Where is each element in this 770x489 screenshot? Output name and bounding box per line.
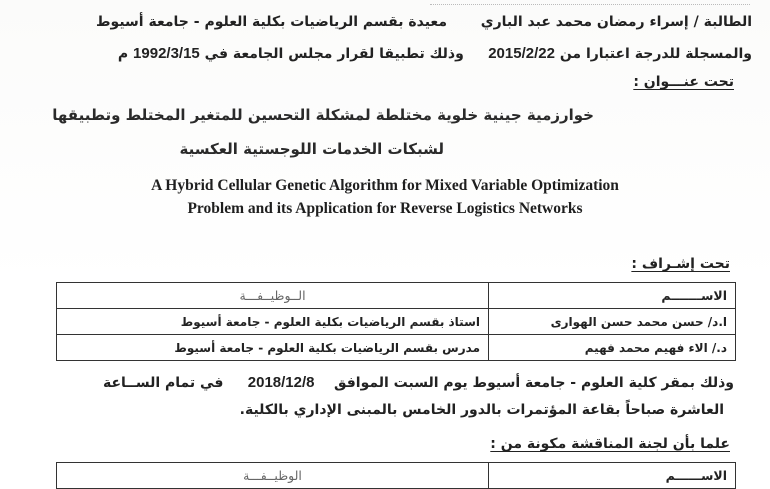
supervisor-name: ا.د/ حسن محمد حسن الهوارى <box>489 309 736 335</box>
registration-line <box>22 45 752 62</box>
council-date: 1992/3/15 <box>133 45 200 62</box>
header-name: الاســـــــم <box>489 283 736 309</box>
committee-header-job: الوظيــفـــة <box>57 463 489 489</box>
registration-lead: والمسجلة للدرجة اعتبارا من <box>559 46 752 62</box>
supervision-heading: تحت إشـراف : <box>631 256 730 272</box>
thesis-title-en-line-1: A Hybrid Cellular Genetic Algorithm for Mixed Variable Optimization <box>151 177 619 194</box>
title-heading: تحت عنـــوان : <box>633 74 734 90</box>
registration-tail: م <box>117 46 129 62</box>
committee-header-name: الاســــــم <box>489 463 736 489</box>
student-name-line: الطالبة / إسراء رمضان محمد عبد الباري <box>480 14 752 30</box>
thesis-title-en-line-2: Problem and its Application for Reverse Logistics Networks <box>187 200 583 217</box>
thesis-title-ar-line-2: لشبكات الخدمات اللوجستية العكسية <box>179 140 444 158</box>
registration-date: 2015/2/22 <box>488 45 555 62</box>
top-rule-fragment <box>430 0 750 5</box>
registration-middle: وذلك تطبيقا لقرار مجلس الجامعة في <box>204 46 464 62</box>
header-job: الــوظيــفـــة <box>57 283 489 309</box>
thesis-title-ar-line-1: خوارزمية جينية خلوية مختلطة لمشكلة التحسين للمتغير المختلط وتطبيقها <box>52 106 594 124</box>
supervisor-job: استاذ بقسم الرياضيات بكلية العلوم - جامعة أسيوط <box>57 309 489 335</box>
committee-header-row <box>57 463 736 489</box>
defense-date: 2018/12/8 <box>247 374 315 391</box>
supervision-header-row <box>57 283 736 309</box>
student-position: معيدة بقسم الرياضيات بكلية العلوم - جامعة أسيوط <box>96 14 448 30</box>
table-row <box>57 335 736 361</box>
defense-line-2: العاشرة صباحاً بقاعة المؤتمرات بالدور الخامس بالمبنى الإداري بالكلية. <box>239 402 724 418</box>
defense-lead: وذلك بمقر كلية العلوم - جامعة أسيوط يوم السبت الموافق <box>334 375 734 391</box>
supervisor-name: د./ الاء فهيم محمد فهيم <box>489 335 736 361</box>
defense-line-1 <box>44 374 734 391</box>
supervision-table <box>56 282 736 361</box>
committee-table <box>56 462 736 489</box>
committee-heading: علما بأن لجنة المناقشة مكونة من : <box>490 436 730 452</box>
table-row <box>57 309 736 335</box>
defense-tail: في تمام الســاعة <box>102 375 224 391</box>
supervisor-job: مدرس بقسم الرياضيات بكلية العلوم - جامعة أسيوط <box>57 335 489 361</box>
